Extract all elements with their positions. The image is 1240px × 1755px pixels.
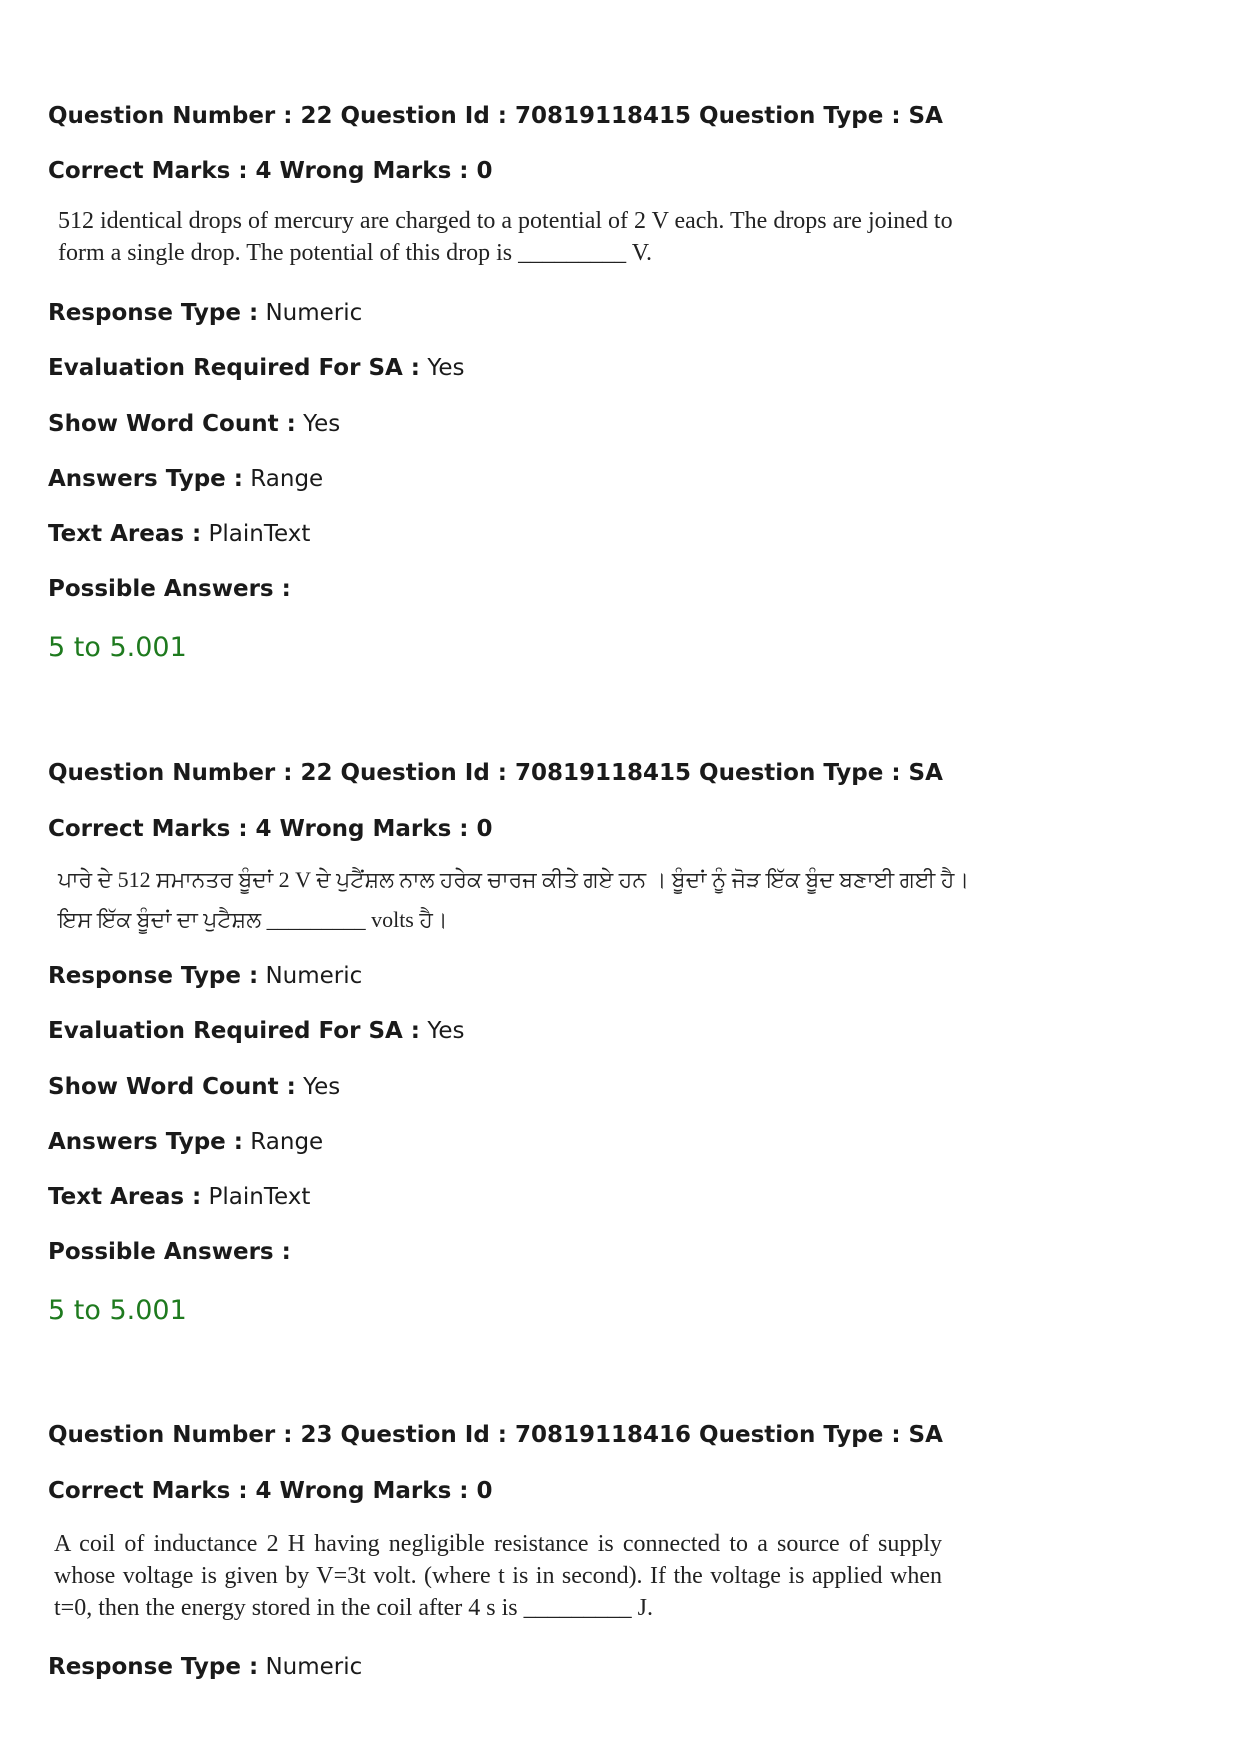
field-text-areas: Text Areas : PlainText <box>48 521 311 547</box>
question-text-line: t=0, then the energy stored in the coil after 4 s is _________ J. <box>54 1595 653 1621</box>
question-text <box>58 860 969 940</box>
possible-answer: 5 to 5.001 <box>48 632 187 663</box>
field-response-type: Response Type : Numeric <box>48 1654 363 1680</box>
question-header: Question Number : 23 Question Id : 70819118416 Question Type : SA <box>48 1422 943 1448</box>
field-text-areas: Text Areas : PlainText <box>48 1184 311 1210</box>
question-marks: Correct Marks : 4 Wrong Marks : 0 <box>48 816 493 842</box>
question-marks: Correct Marks : 4 Wrong Marks : 0 <box>48 158 493 184</box>
question-text-line: ਪਾਰੇ ਦੇ 512 ਸਮਾਨਤਰ ਬੂੰਦਾਂ 2 V ਦੇ ਪੁਟੈਂਸ਼ਲ ਨਾਲ ਹਰੇਕ ਚਾਰਜ ਕੀਤੇ ਗਏ ਹਨ । ਬੂੰਦਾਂ ਨੂੰ ਜੋੜ ਇੱਕ ਬੂੰਦ ਬਣਾਈ ਗਈ ਹੈ। <box>58 867 970 892</box>
question-text-line: A coil of inductance 2 H having negligible resistance is connected to a source of supply <box>54 1531 942 1557</box>
question-text-line: ਇਸ ਇੱਕ ਬੂੰਦਾਂ ਦਾ ਪੁਟੈਸ਼ਲ _________ volts ਹੈ। <box>58 907 448 932</box>
field-show-word-count: Show Word Count : Yes <box>48 411 341 437</box>
field-evaluation-required: Evaluation Required For SA : Yes <box>48 1018 465 1044</box>
question-text-line: whose voltage is given by V=3t volt. (where t is in second). If the voltage is applied when <box>54 1563 942 1589</box>
question-text <box>54 1528 942 1624</box>
field-response-type: Response Type : Numeric <box>48 300 363 326</box>
field-possible-answers: Possible Answers : <box>48 1239 291 1265</box>
field-show-word-count: Show Word Count : Yes <box>48 1074 341 1100</box>
question-header: Question Number : 22 Question Id : 70819118415 Question Type : SA <box>48 760 943 786</box>
field-answers-type: Answers Type : Range <box>48 466 324 492</box>
question-text <box>58 205 953 269</box>
field-response-type: Response Type : Numeric <box>48 963 363 989</box>
field-answers-type: Answers Type : Range <box>48 1129 324 1155</box>
question-header: Question Number : 22 Question Id : 70819118415 Question Type : SA <box>48 103 943 129</box>
field-evaluation-required: Evaluation Required For SA : Yes <box>48 355 465 381</box>
question-text-line: form a single drop. The potential of this drop is _________ V. <box>58 240 652 266</box>
possible-answer: 5 to 5.001 <box>48 1295 187 1326</box>
question-text-line: 512 identical drops of mercury are charged to a potential of 2 V each. The drops are joined to <box>58 208 953 234</box>
field-possible-answers: Possible Answers : <box>48 576 291 602</box>
question-marks: Correct Marks : 4 Wrong Marks : 0 <box>48 1478 493 1504</box>
